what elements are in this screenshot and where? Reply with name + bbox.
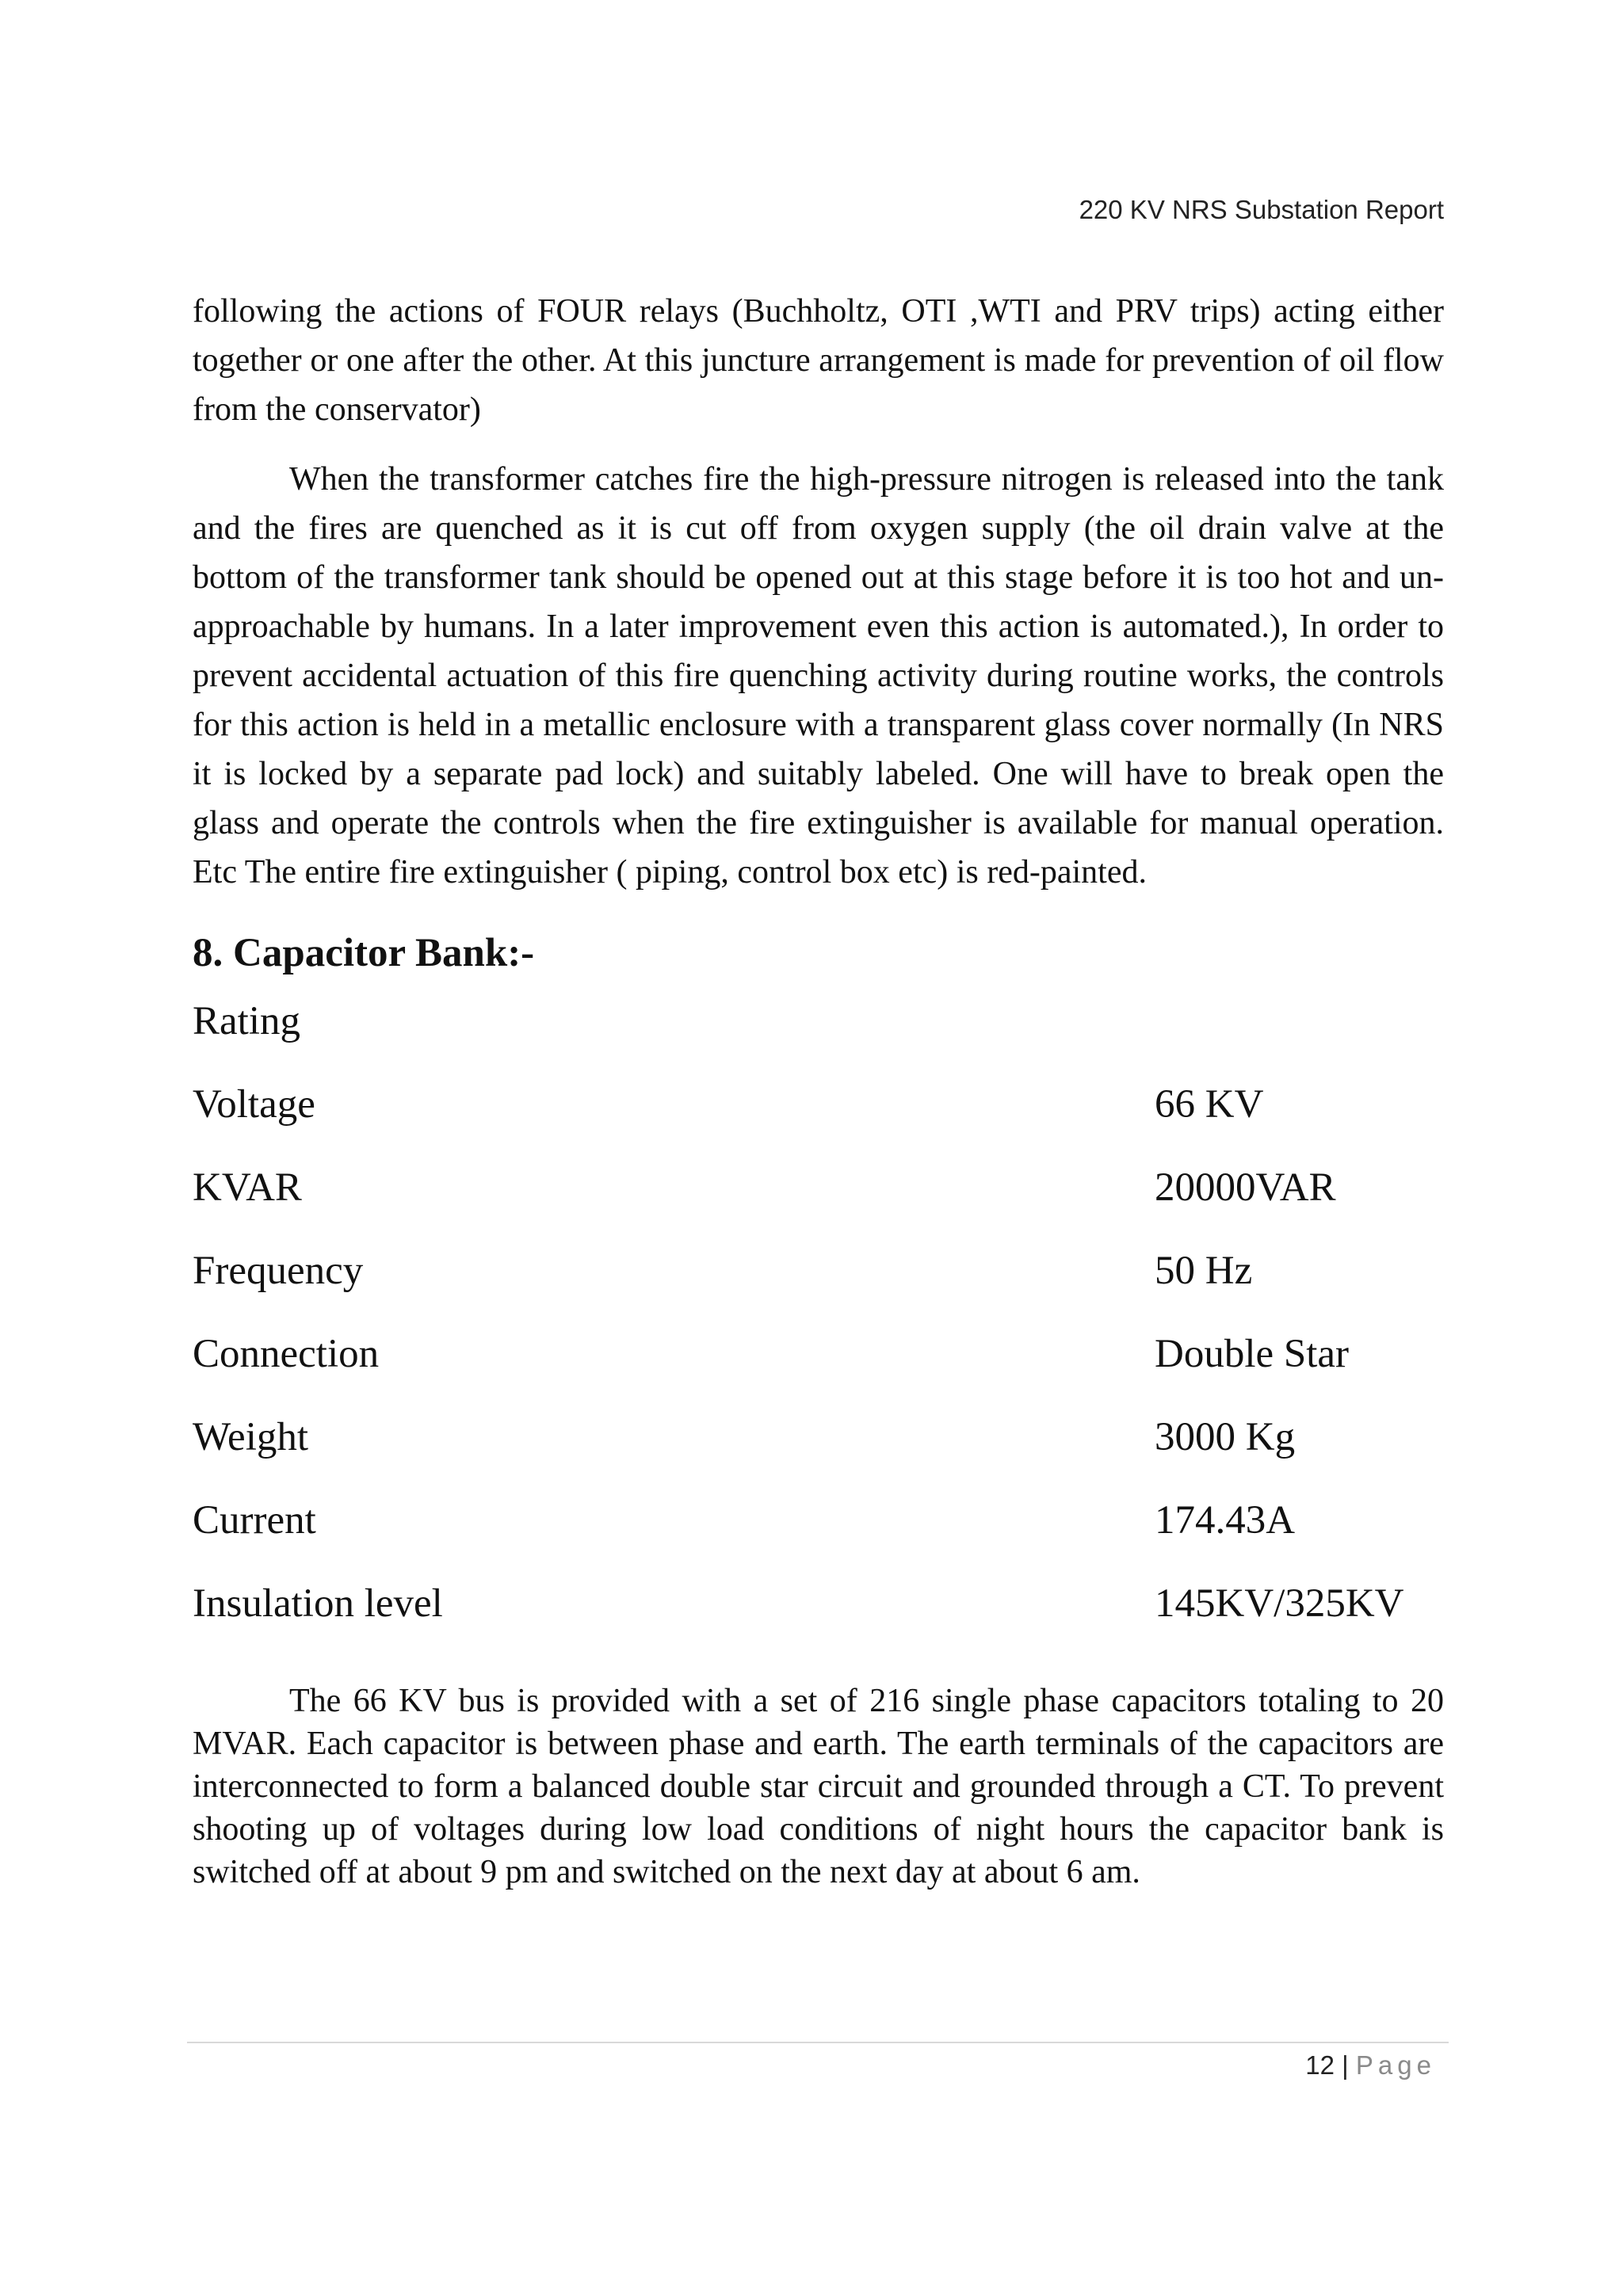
page-header-title: 220 KV NRS Substation Report bbox=[1079, 195, 1444, 224]
spec-row bbox=[193, 1243, 1444, 1326]
spec-row bbox=[193, 1493, 1444, 1576]
footer-separator: | bbox=[1342, 2050, 1349, 2080]
spec-label: Insulation level bbox=[193, 1581, 443, 1626]
footer-divider bbox=[187, 2042, 1449, 2043]
spec-row bbox=[193, 1160, 1444, 1243]
spec-row bbox=[193, 1077, 1444, 1160]
spec-value: 3000 Kg bbox=[1155, 1415, 1296, 1459]
spec-label: Frequency bbox=[193, 1249, 364, 1293]
spec-value: 66 KV bbox=[1155, 1082, 1264, 1127]
spec-row bbox=[193, 1576, 1444, 1659]
spec-value: 145KV/325KV bbox=[1155, 1581, 1404, 1626]
spec-row bbox=[193, 1409, 1444, 1493]
paragraph-relays: following the actions of FOUR relays (Buchholtz, OTI ,WTI and PRV trips) acting either together or one after the other. At this juncture arrangement is made for prevention of oil flow from the conservator) bbox=[193, 293, 1444, 428]
spec-label: Connection bbox=[193, 1332, 380, 1376]
capacitor-spec-table bbox=[193, 1077, 1444, 1659]
spec-value: 174.43A bbox=[1155, 1498, 1296, 1543]
spec-label: Current bbox=[193, 1498, 316, 1543]
section-heading-capacitor-bank: 8. Capacitor Bank:- bbox=[193, 931, 535, 975]
spec-value: Double Star bbox=[1155, 1332, 1350, 1376]
spec-label: Voltage bbox=[193, 1082, 315, 1127]
spec-label: Weight bbox=[193, 1415, 309, 1459]
paragraph-capacitor-description: The 66 KV bus is provided with a set of 216 single phase capacitors totaling to 20 MVAR. Each capacitor is between phase and earth. The earth terminals of the capacitors are interconnected to form a balanced double star circuit and grounded through a CT. To prevent shooting up of voltages during low load conditions of night hours the capacitor bank is switched off at about 9 pm and switched on the next day at about 6 am. bbox=[193, 1683, 1444, 1890]
page-word: Page bbox=[1355, 2050, 1436, 2080]
spec-row bbox=[193, 1326, 1444, 1409]
paragraph-fire-extinguisher: When the transformer catches fire the high-pressure nitrogen is released into the tank and the fires are quenched as it is cut off from oxygen supply (the oil drain valve at the bottom of the transformer tank should be opened out at this stage before it is too hot and un-approachable by humans. In a later improvement even this action is automated.), In order to prevent accidental actuation of this fire quenching activity during routine works, the controls for this action is held in a metallic enclosure with a transparent glass cover normally (In NRS it is locked by a separate pad lock) and suitably labeled. One will have to break open the glass and operate the controls when the fire extinguisher is available for manual operation. Etc The entire fire extinguisher ( piping, control box etc) is red-painted. bbox=[193, 461, 1444, 891]
page-number: 12 bbox=[1305, 2050, 1335, 2080]
spec-value: 50 Hz bbox=[1155, 1249, 1253, 1293]
page-footer bbox=[1305, 2050, 1436, 2081]
page-content bbox=[193, 287, 1444, 1894]
spec-value: 20000VAR bbox=[1155, 1165, 1336, 1210]
spec-label: KVAR bbox=[193, 1165, 302, 1210]
rating-label: Rating bbox=[193, 999, 300, 1043]
